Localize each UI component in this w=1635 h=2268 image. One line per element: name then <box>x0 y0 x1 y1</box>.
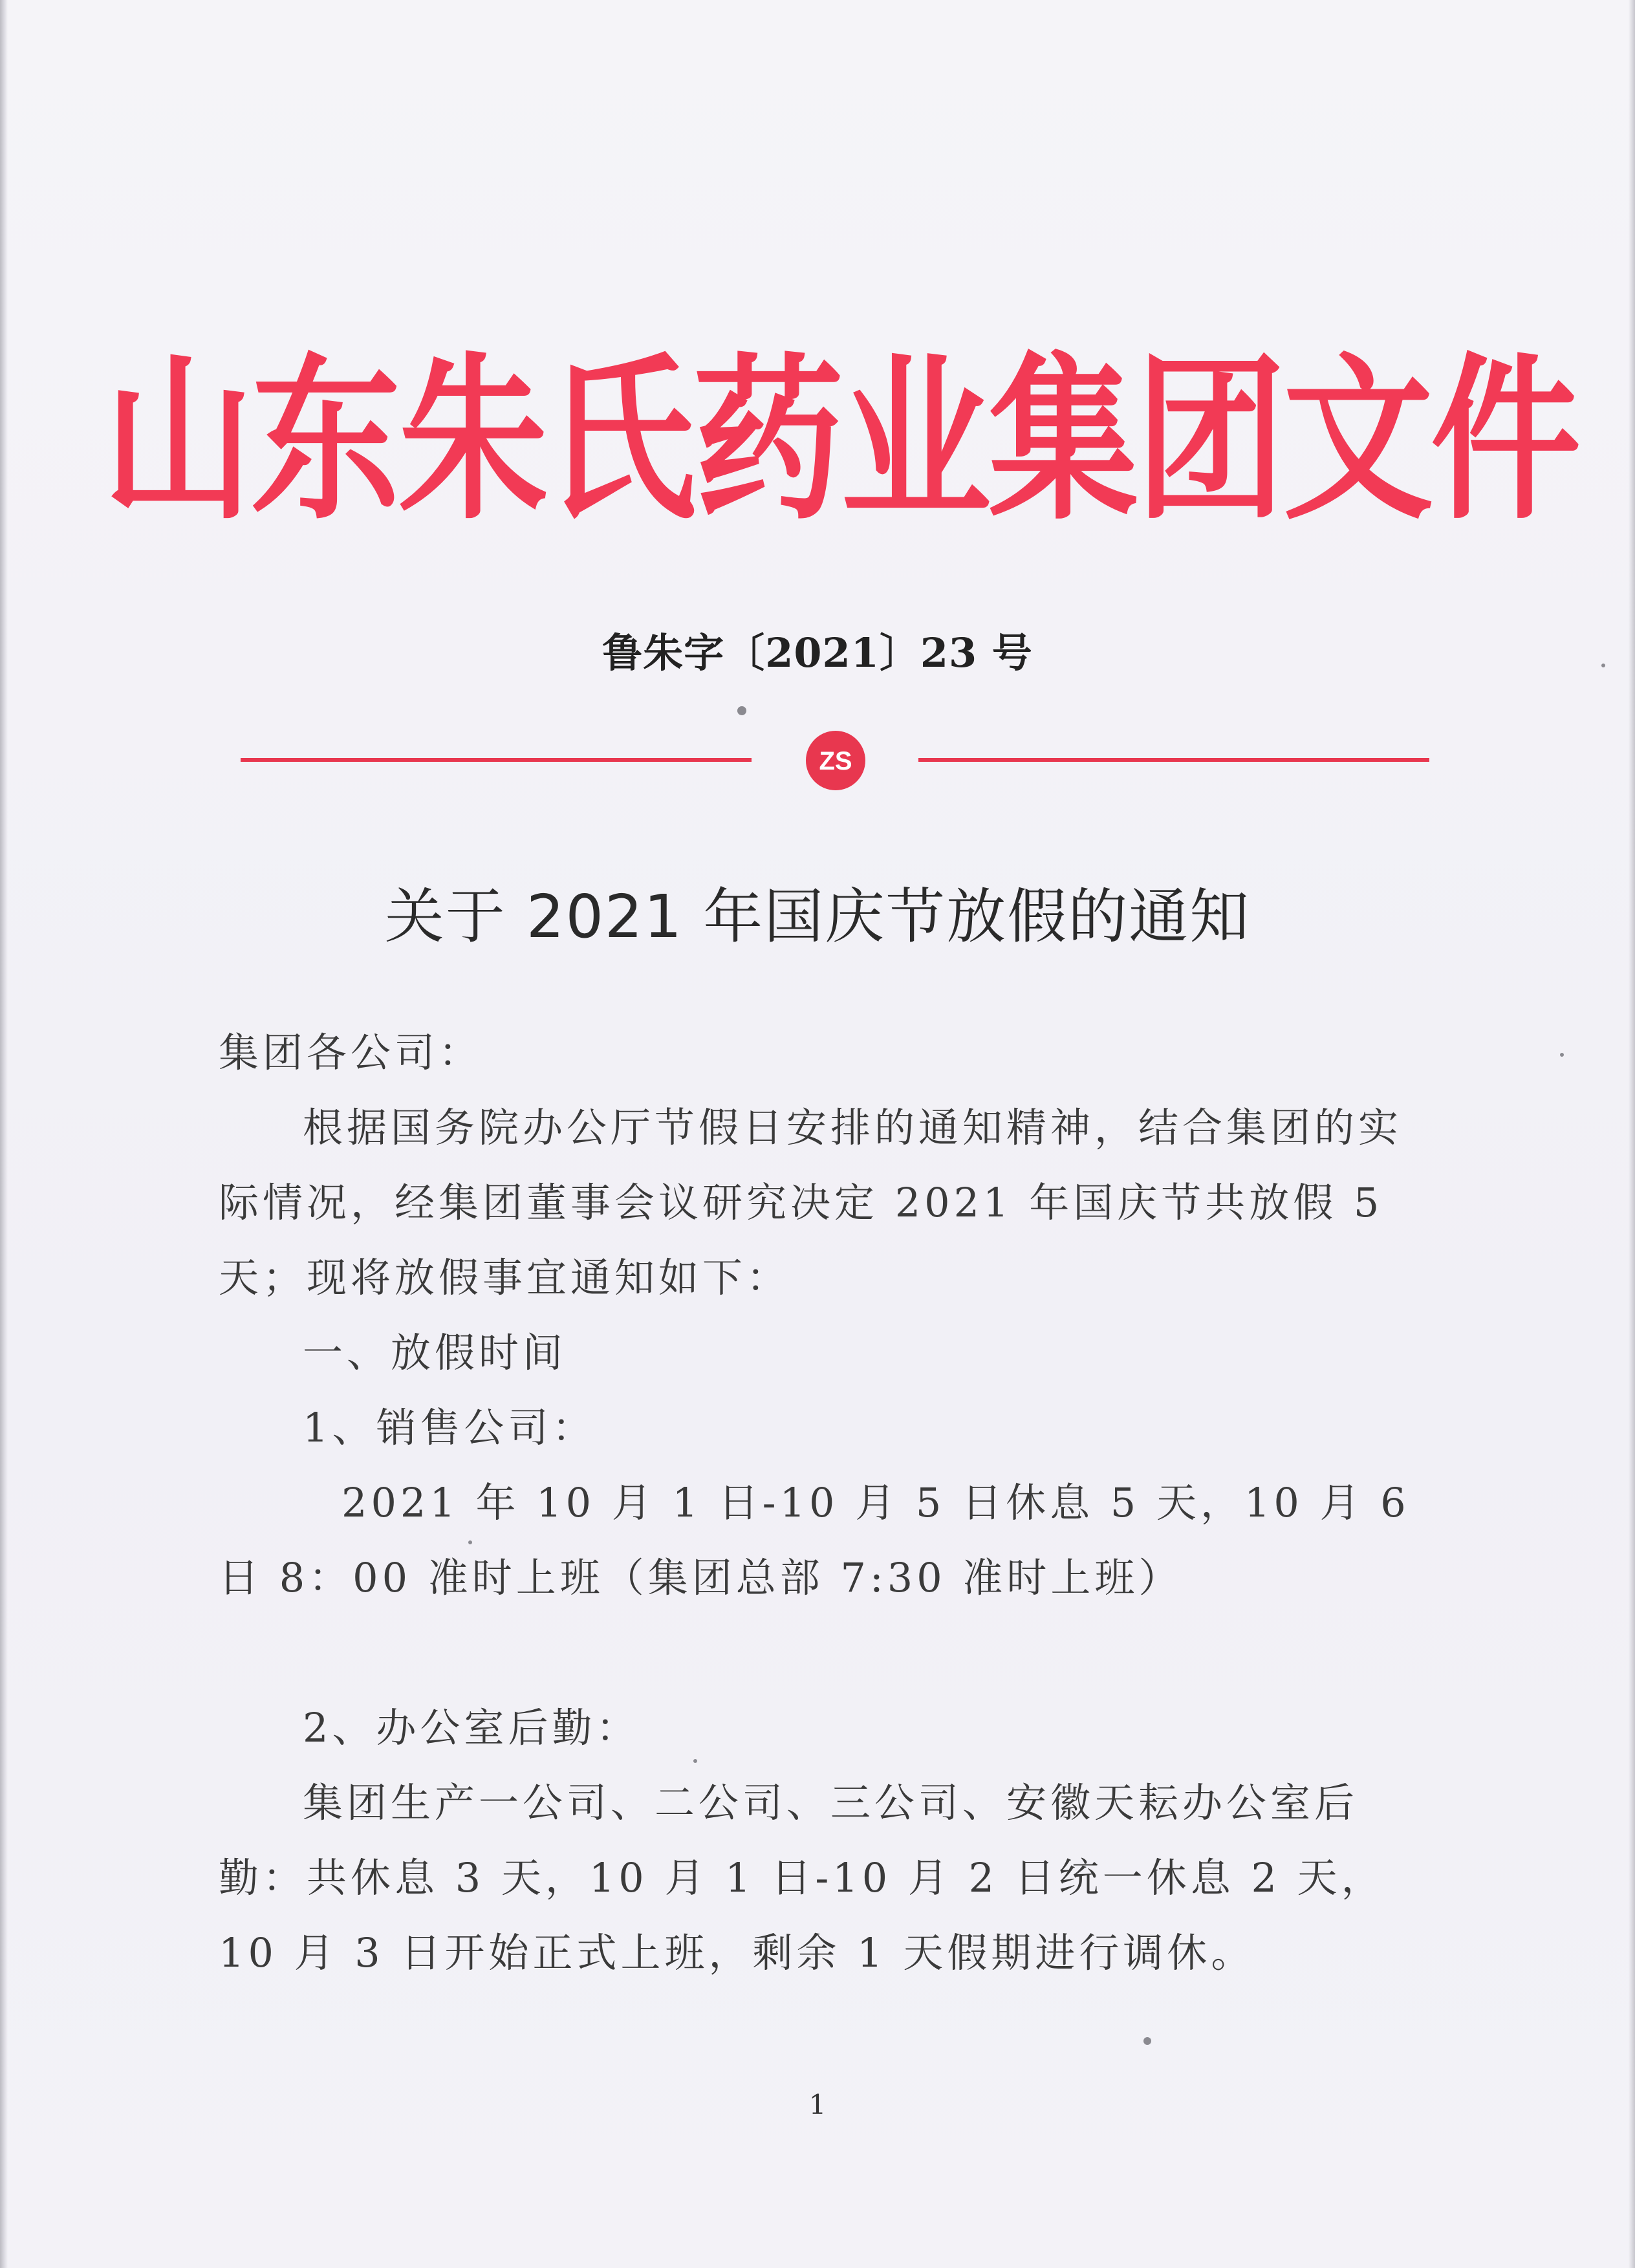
section-heading-holiday-time: 一、放假时间 <box>303 1329 567 1376</box>
notice-title: 关于 2021 年国庆节放假的通知 <box>384 882 1251 951</box>
logo-text: ZS <box>819 747 852 775</box>
scan-speck <box>693 1759 697 1763</box>
scan-left-edge <box>0 0 8 2268</box>
company-logo-icon <box>802 727 869 794</box>
scan-speck <box>1560 1053 1564 1057</box>
item-heading-sales: 1、销售公司： <box>303 1404 596 1451</box>
scan-speck <box>1601 664 1605 667</box>
item-heading-office: 2、办公室后勤： <box>303 1704 640 1751</box>
item-text-sales: 2021 年 10 月 1 日-10 月 5 日休息 5 天，10 月 6 日 8：00 准时上班（集团总部 7:30 准时上班） <box>219 1479 1410 1601</box>
scan-speck <box>1143 2037 1151 2045</box>
intro-paragraph: 根据国务院办公厅节假日安排的通知精神，结合集团的实际情况，经集团董事会议研究决定 2021 年国庆节共放假 5 天；现将放假事宜通知如下： <box>219 1104 1403 1301</box>
page-number: 1 <box>808 2089 827 2121</box>
scan-speck <box>737 706 746 715</box>
scan-right-edge <box>1629 0 1635 2268</box>
salutation: 集团各公司： <box>219 1029 483 1076</box>
document-red-header: 山东朱氏药业集团文件 <box>103 335 1579 544</box>
notice-body <box>219 1015 1415 1991</box>
paragraph-gap <box>219 1615 1415 1690</box>
scan-speck <box>468 1540 472 1544</box>
document-number: 鲁朱字〔2021〕23 号 <box>602 629 1033 676</box>
red-divider-right <box>918 758 1429 762</box>
red-divider-left <box>241 758 752 762</box>
item-text-office: 集团生产一公司、二公司、三公司、安徽天耘办公室后勤：共休息 3 天，10 月 1 日-10 月 2 日统一休息 2 天，10 月 3 日开始正式上班，剩余 1 天假期进行调休。 <box>219 1779 1385 1976</box>
